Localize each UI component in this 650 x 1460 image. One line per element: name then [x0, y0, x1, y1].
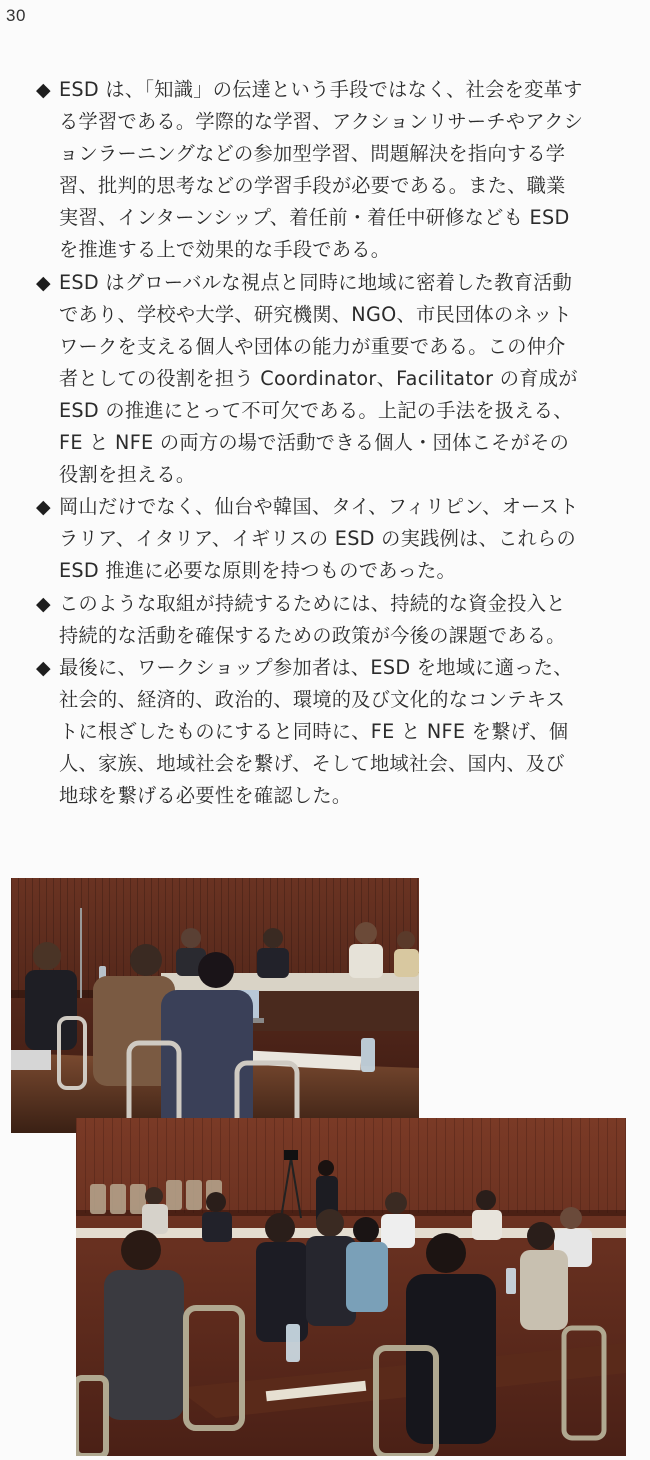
- bullet-item: [36, 652, 584, 812]
- bullet-text: このような取組が持続するためには、持続的な資金投入と持続的な活動を確保するための政策が今後の課題である。: [59, 591, 566, 647]
- bullet-text: ESD はグローバルな視点と同時に地域に密着した教育活動であり、学校や大学、研究機関、NGO、市民団体のネットワークを支える個人や団体の能力が重要である。この仲介者としての役割を担う Coordinator、Facilitator の育成が ESD の推進にとって不可欠である。上記の手法を扱える、FE と NFE の両方の場で活動できる個人・団体こそがその役割を担える。: [59, 270, 578, 487]
- bullet-item: [36, 588, 584, 652]
- workshop-photo-table-illustration: [11, 878, 419, 1133]
- bullet-item: [36, 267, 584, 492]
- diamond-bullet-icon: ◆: [36, 496, 51, 519]
- diamond-bullet-icon: ◆: [36, 656, 51, 679]
- bullet-text: 最後に、ワークショップ参加者は、ESD を地域に適った、社会的、経済的、政治的、環境的及び文化的なコンテキストに根ざしたものにすると同時に、FE と NFE を繋げ、個人、家族、地域社会を繋げ、そして地域社会、国内、及び地球を繋げる必要性を確認した。: [59, 655, 573, 808]
- bullet-item: [36, 74, 584, 267]
- bullet-text: ESD は、「知識」の伝達という手段ではなく、社会を変革する学習である。学際的な学習、アクションリサーチやアクションラーニングなどの参加型学習、問題解決を指向する学習、批判的思考などの学習手段が必要である。また、職業実習、インターンシップ、着任前・着任中研修なども ESD を推進する上で効果的な手段である。: [59, 78, 584, 262]
- bullet-item: [36, 491, 584, 587]
- workshop-photo-table: [11, 878, 419, 1133]
- diamond-bullet-icon: ◆: [36, 79, 51, 101]
- workshop-photo-audience: [76, 1118, 626, 1456]
- workshop-photo-audience-illustration: [76, 1118, 626, 1456]
- bullet-text: 岡山だけでなく、仙台や韓国、タイ、フィリピン、オーストラリア、イタリア、イギリスの ESD の実践例は、これらの ESD 推進に必要な原則を持つものであった。: [59, 495, 579, 583]
- diamond-bullet-icon: ◆: [36, 271, 51, 294]
- summary-bullet-list: [36, 74, 584, 812]
- diamond-bullet-icon: ◆: [36, 592, 51, 615]
- page-number: 30: [6, 6, 26, 25]
